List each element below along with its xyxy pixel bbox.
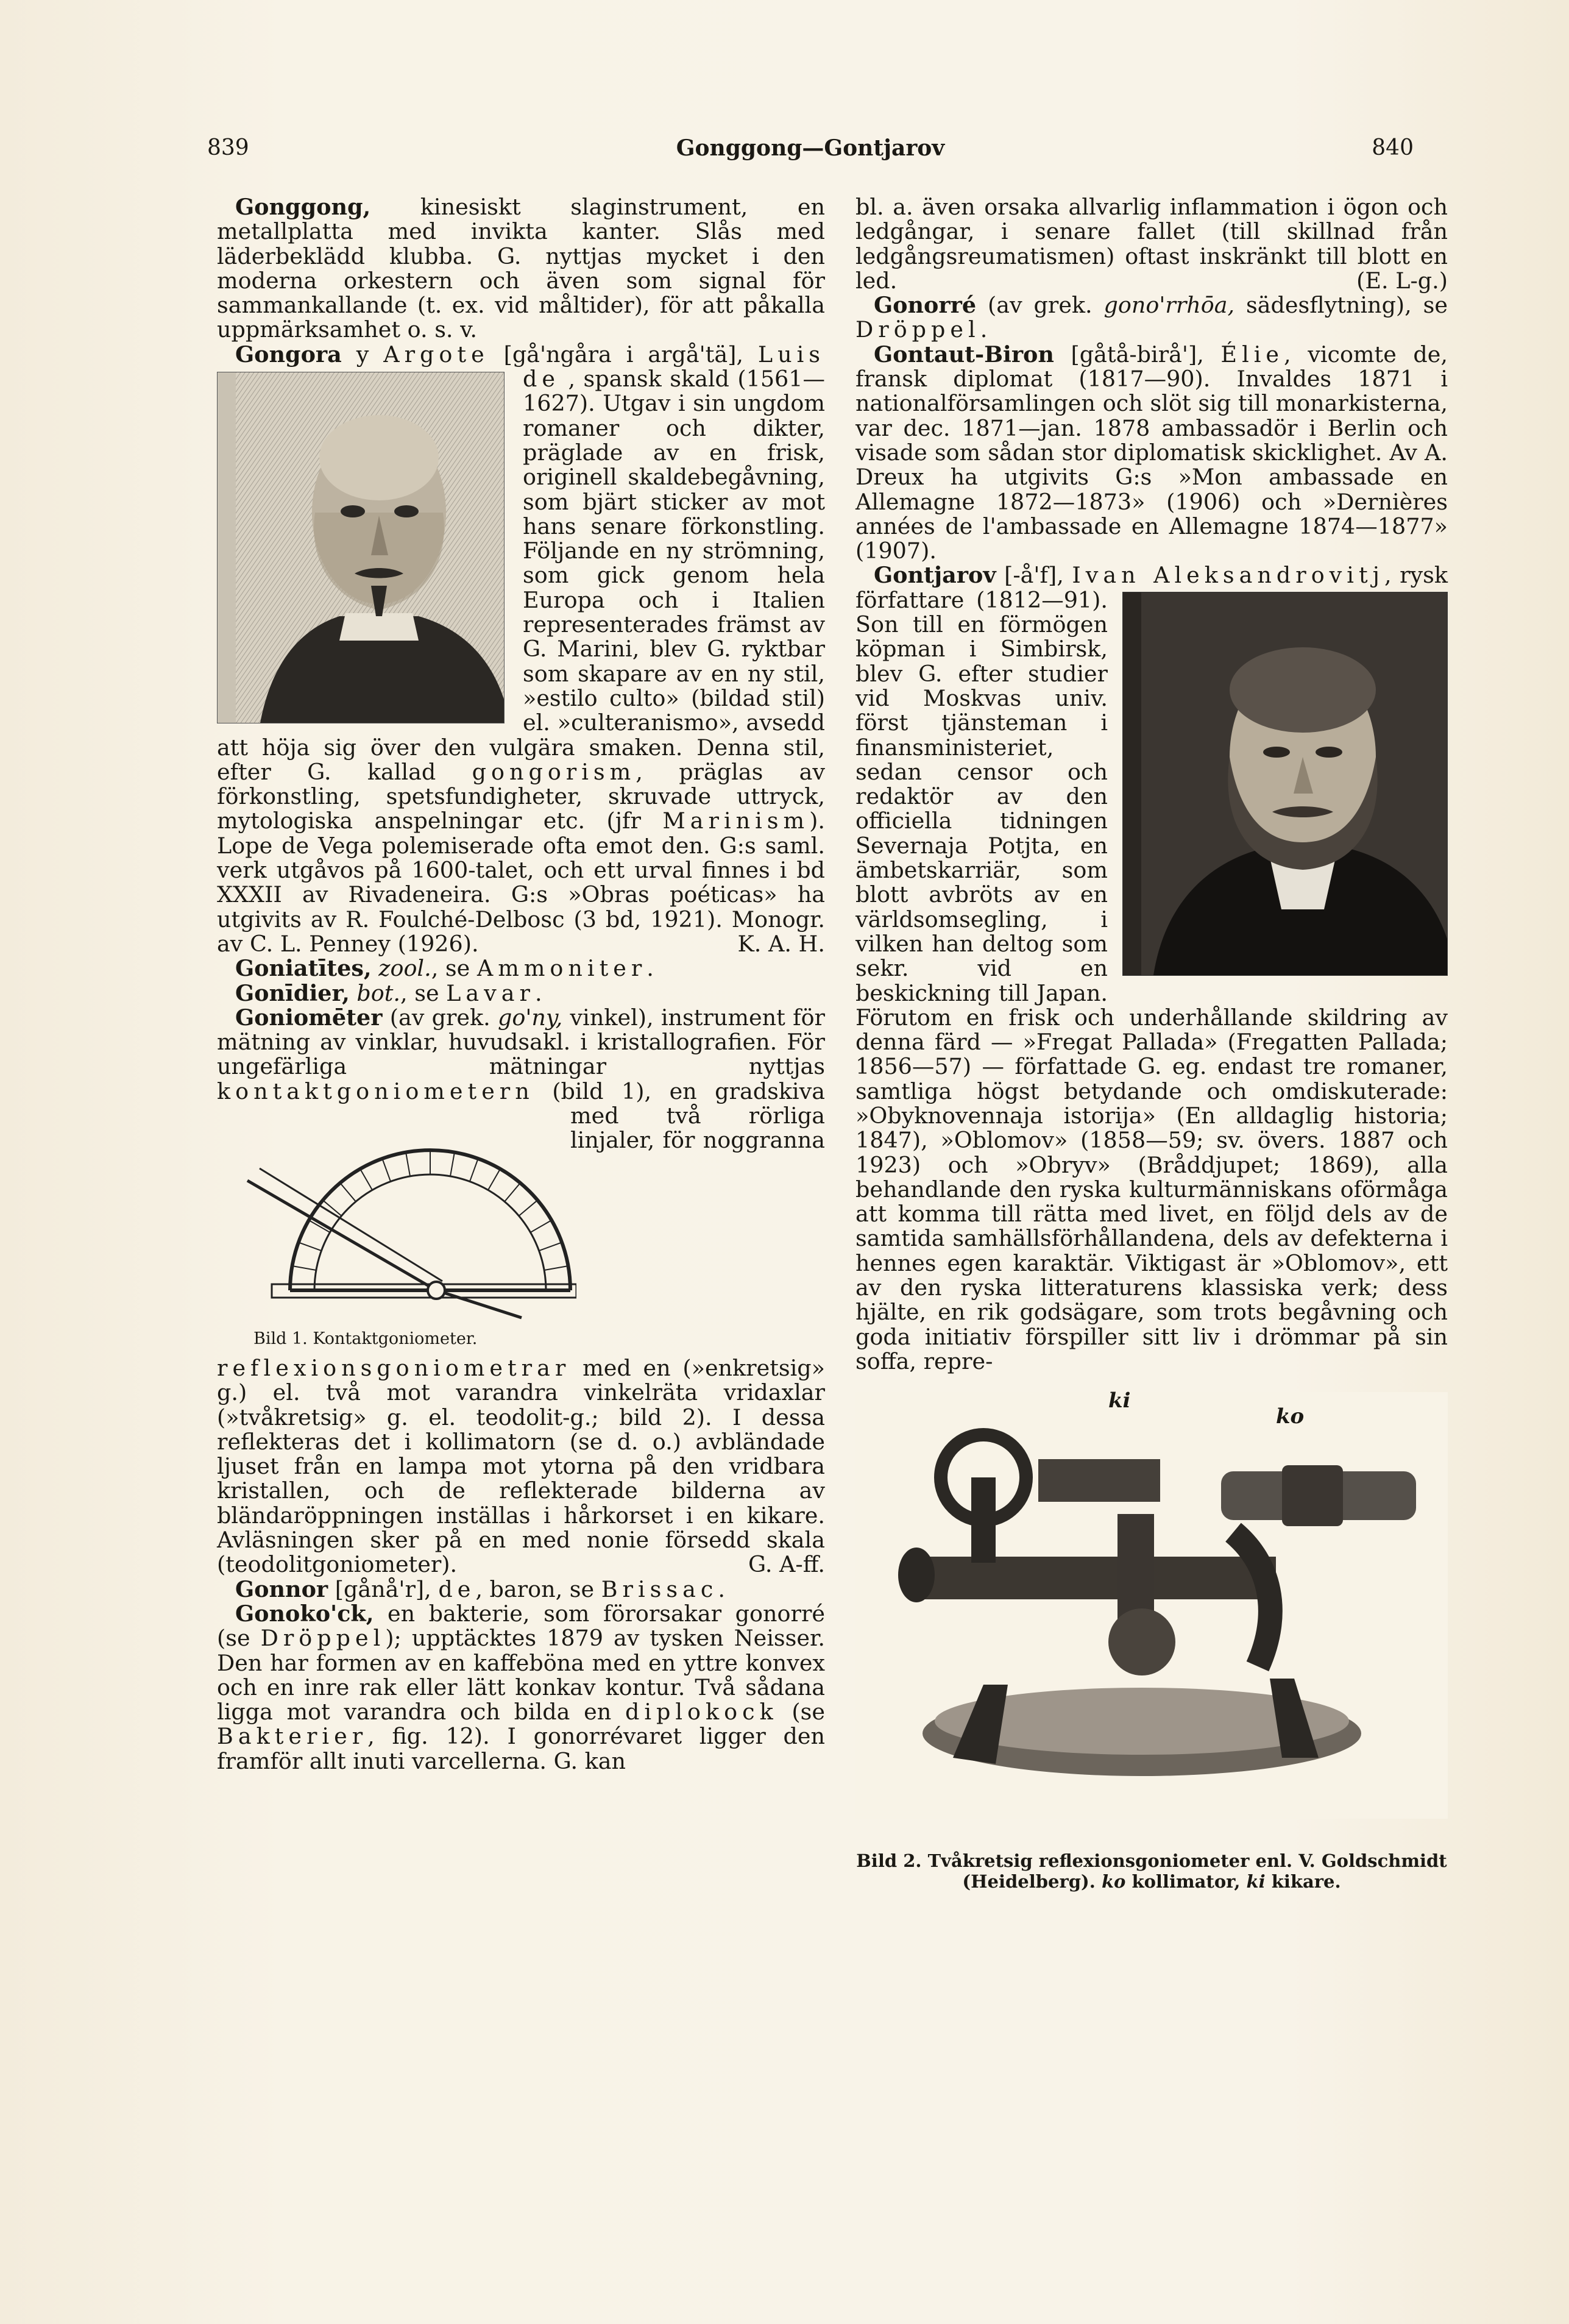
page-number-right: 840 bbox=[1372, 135, 1414, 160]
headword: Gontjarov bbox=[874, 562, 996, 589]
signature: (E. L-g.) bbox=[1356, 267, 1448, 294]
entry-text: ); upptäcktes 1879 av tysken Neisser. Den har formen av en kaffeböna med en yttre konvex och en inre rak eller lätt konkav kontur. Två sådana ligga mot varandra och bilda en bbox=[217, 1625, 825, 1725]
running-header bbox=[207, 135, 1414, 178]
left-column bbox=[217, 195, 825, 1774]
entry-text: , rysk författare (1812—91). Son till en förmögen köpman i Simbirsk, blev G. efter studier vid Moskvas univ. först tjänsteman i finansministeriet, sedan censor och redaktör av den officiella tidningen Severnaja Potjta, en ämbetskarriär, som blott avbröts av en världsomsegling, i vilken han deltog som sekr. vid en beskickning till Japan. Förutom en frisk och underhållande skildring av denna färd — »Fregat Pallada» (Fregatten Pallada; 1856—57) — författade G. eg. endast tre romaner, samtliga högst betydande och omdiskuterade: »Obyknovennaja istorija» (En alldaglig historia; 1847), »Oblomov» (1858—59; sv. övers. 1887 och 1923) och »Obryv» (Bråddjupet; 1869), alla behandlande den ryska kulturmänniskans oförmåga att komma till rätta med livet, en följd dels av de samtida samhällsförhållandena, dels av defekterna i hennes egen karaktär. Viktigast är »Oblomov», ett av den ryska litteraturens klassiska verk; dess hjälte, en rik godsägare, som trots begåvning och goda initiativ förspiller sitt liv i drömmar på sin soffa, repre- bbox=[855, 562, 1448, 1374]
entry-text: (bild 1), en gradskiva med två rörliga linjaler, för noggranna bbox=[534, 1078, 825, 1154]
italic-text: bot. bbox=[349, 979, 401, 1006]
entry-text: [gå'ngåra i argå'tä], bbox=[489, 341, 758, 368]
spaced-text: kontaktgoniometern bbox=[217, 1078, 534, 1104]
entry-continuation bbox=[855, 195, 1448, 293]
entry-text: [gånå'r], bbox=[328, 1576, 439, 1602]
headword: Gonggong, bbox=[235, 194, 371, 220]
headword: Goniomēter bbox=[235, 1004, 383, 1031]
figure-caption bbox=[855, 1850, 1448, 1892]
headword: Gonīdier, bbox=[235, 979, 350, 1006]
entry-text: sädesflytning), se bbox=[1234, 292, 1448, 319]
entry-text: . bbox=[718, 1576, 725, 1602]
page-number-left: 839 bbox=[207, 135, 249, 160]
entry-gonnor bbox=[217, 1577, 825, 1602]
spaced-text: Luis de bbox=[523, 341, 826, 393]
spaced-text: Dröppel bbox=[260, 1625, 386, 1652]
headword: Gontaut-Biron bbox=[874, 341, 1054, 368]
spaced-text: Argote bbox=[383, 341, 489, 368]
entry-text: , vicomte de, fransk diplomat (1817—90). Invaldes 1871 i nationalförsamlingen och slöt sig till monarkisterna, var dec. 1871—jan. 1878 ambassadör i Berlin och visade som sådan stor diplomatisk skicklighet. Av A. Dreux ha utgivits G:s »Mon ambassade en Allemagne 1872—1873» (1906) och »Dernières années de l'ambassade en Allemagne 1874—1877» (1907). bbox=[855, 341, 1448, 564]
spaced-text: gongorism bbox=[472, 758, 636, 785]
entry-text: [-å'f], bbox=[996, 562, 1072, 589]
figure-label-ki: ki bbox=[1108, 1388, 1131, 1413]
headword: Gonnor bbox=[235, 1576, 328, 1602]
spaced-text: Dröppel bbox=[855, 316, 980, 343]
spaced-text: diplokock bbox=[625, 1699, 778, 1725]
italic-text: go'ny, bbox=[498, 1004, 563, 1031]
portrait-photo-icon bbox=[1141, 592, 1448, 975]
entry-text: , se bbox=[431, 955, 477, 982]
entry-goniatites bbox=[217, 956, 825, 981]
entry-text: ). Lope de Vega polemiserade ofta emot den. G:s saml. verk utgåvos på 1600-talet, och ett urval finnes i bd XXXII av Rivadeneira. G:s »Obras poéticas» ha utgivits av R. Foulché-Delbosc (3 bd, 1921). Monogr. av C. L. Penney (1926). bbox=[217, 808, 825, 957]
spaced-text: Lavar bbox=[446, 979, 536, 1006]
entry-text: [gåtå-birå'], bbox=[1054, 341, 1221, 368]
figure-caption: Bild 1. Kontaktgoniometer. bbox=[253, 1329, 478, 1348]
entry-gongora bbox=[217, 343, 825, 956]
signature: K. A. H. bbox=[737, 930, 825, 957]
signature: G. A-ff. bbox=[748, 1551, 825, 1578]
caption-text: kollimator, bbox=[1125, 1871, 1247, 1892]
entry-text: en bakterie, som förorsakar gonorré (se bbox=[217, 1600, 825, 1652]
headword: Gonorré bbox=[874, 292, 977, 319]
kontaktgoniometer-figure bbox=[217, 1107, 558, 1351]
entry-text: , fig. 12). I gonorrévaret ligger den framför allt inuti varcellerna. G. kan bbox=[217, 1723, 825, 1774]
spaced-text: Brissac bbox=[601, 1576, 718, 1602]
portrait-engraving-icon bbox=[236, 372, 505, 723]
italic-text: zool. bbox=[371, 955, 431, 982]
entry-goniometer bbox=[217, 1006, 825, 1577]
page-title: Gonggong—Gontjarov bbox=[676, 135, 945, 161]
caption-italic: ki bbox=[1246, 1871, 1266, 1892]
entry-gonokock bbox=[217, 1602, 825, 1774]
entry-gontaut-biron bbox=[855, 343, 1448, 564]
entry-text: bl. a. även orsaka allvarlig inflammation i ögon och ledgångar, i senare fallet (till skillnad från ledgångsreumatismen) oftast inskränkt till blott en led. bbox=[855, 194, 1448, 294]
protractor-icon bbox=[235, 1107, 576, 1321]
entry-text: med en (»enkretsig» g.) el. två mot varandra vinkelräta vridaxlar (»tvåkretsig» g. el. teodolit-g.; bild 2). I dessa reflekteras det i kollimatorn (se d. o.) avbländade ljuset från en lampa mot ytorna på den vridbara kristallen, och de reflekterade bilderna av bländaröppningen inställas i hårkorset i en kikare. Avläsningen sker på en med nonie försedd skala (teodolitgoniometer). bbox=[217, 1354, 825, 1578]
spaced-text: Marinism bbox=[662, 808, 810, 834]
italic-text: gono'rrhōa, bbox=[1103, 292, 1235, 319]
spaced-text: reflexionsgoniometrar bbox=[217, 1354, 571, 1381]
right-column bbox=[855, 195, 1448, 1892]
caption-text: Bild 2. Tvåkretsig reflexionsgoniometer enl. V. Goldschmidt (Heidelberg). bbox=[856, 1850, 1447, 1892]
entry-text: (se bbox=[777, 1699, 825, 1725]
entry-text: , spansk skald (1561—1627). Utgav i sin ungdom romaner och dikter, präglade av en frisk, originell skaldebegåvning, som bjärt sticker av mot hans senare förkonstling. Följande en ny strömning, som gick genom hela Europa och i Italien representerades främst av G. Marini, blev G. ryktbar som skapare av en ny stil, »estilo culto» (bildad stil) el. »culteranismo», avsedd att höja sig över den vulgära smaken. Denna stil, efter G. kallad bbox=[217, 366, 825, 785]
entry-text: . bbox=[646, 955, 654, 982]
spaced-text: Ammoniter bbox=[476, 955, 647, 982]
entry-text: (av grek. bbox=[976, 292, 1104, 319]
entry-text: , se bbox=[400, 979, 447, 1006]
entry-text: . bbox=[535, 979, 542, 1006]
entry-gonorre bbox=[855, 293, 1448, 343]
entry-gonidier bbox=[217, 981, 825, 1006]
gongora-portrait-image bbox=[217, 372, 505, 723]
headword: Goniatītes, bbox=[235, 955, 372, 982]
gontjarov-portrait-image bbox=[1122, 592, 1448, 976]
entry-text: vinkel), instrument för mätning av vinklar, huvudsakl. i kristallografien. För ungefärliga mätningar nyttjas bbox=[217, 1004, 826, 1080]
headword: Gonoko'ck, bbox=[235, 1600, 374, 1627]
entry-text: (av grek. bbox=[382, 1004, 498, 1031]
reflexionsgoniometer-figure bbox=[855, 1388, 1448, 1892]
headword: Gongora bbox=[235, 341, 342, 368]
caption-italic: ko bbox=[1101, 1871, 1126, 1892]
caption-text: kikare. bbox=[1265, 1871, 1341, 1892]
spaced-text: Bakterier bbox=[217, 1723, 368, 1750]
spaced-text: de bbox=[438, 1576, 476, 1602]
entry-text: kinesiskt slaginstrument, en metallplatta med invikta kanter. Slås med läderbeklädd klubba. G. nyttjas mycket i den moderna orkestern och även som signal för sammankallande (t. ex. vid måltider), för att påkalla uppmärksamhet o. s. v. bbox=[217, 194, 825, 343]
entry-text: , baron, se bbox=[475, 1576, 601, 1602]
entry-text: y bbox=[341, 341, 384, 368]
entry-text: . bbox=[980, 316, 988, 343]
spaced-text: Élie bbox=[1220, 341, 1284, 368]
figure-label-ko: ko bbox=[1276, 1404, 1305, 1429]
spaced-text: Ivan Aleksandrovitj bbox=[1072, 562, 1384, 589]
goniometer-photo-icon bbox=[855, 1392, 1448, 1819]
entry-text: , präglas av förkonstling, spetsfundigheter, skruvade uttryck, mytologiska anspelningar etc. (jfr bbox=[217, 758, 825, 834]
entry-gontjarov bbox=[855, 563, 1448, 1374]
entry-gonggong bbox=[217, 195, 825, 343]
